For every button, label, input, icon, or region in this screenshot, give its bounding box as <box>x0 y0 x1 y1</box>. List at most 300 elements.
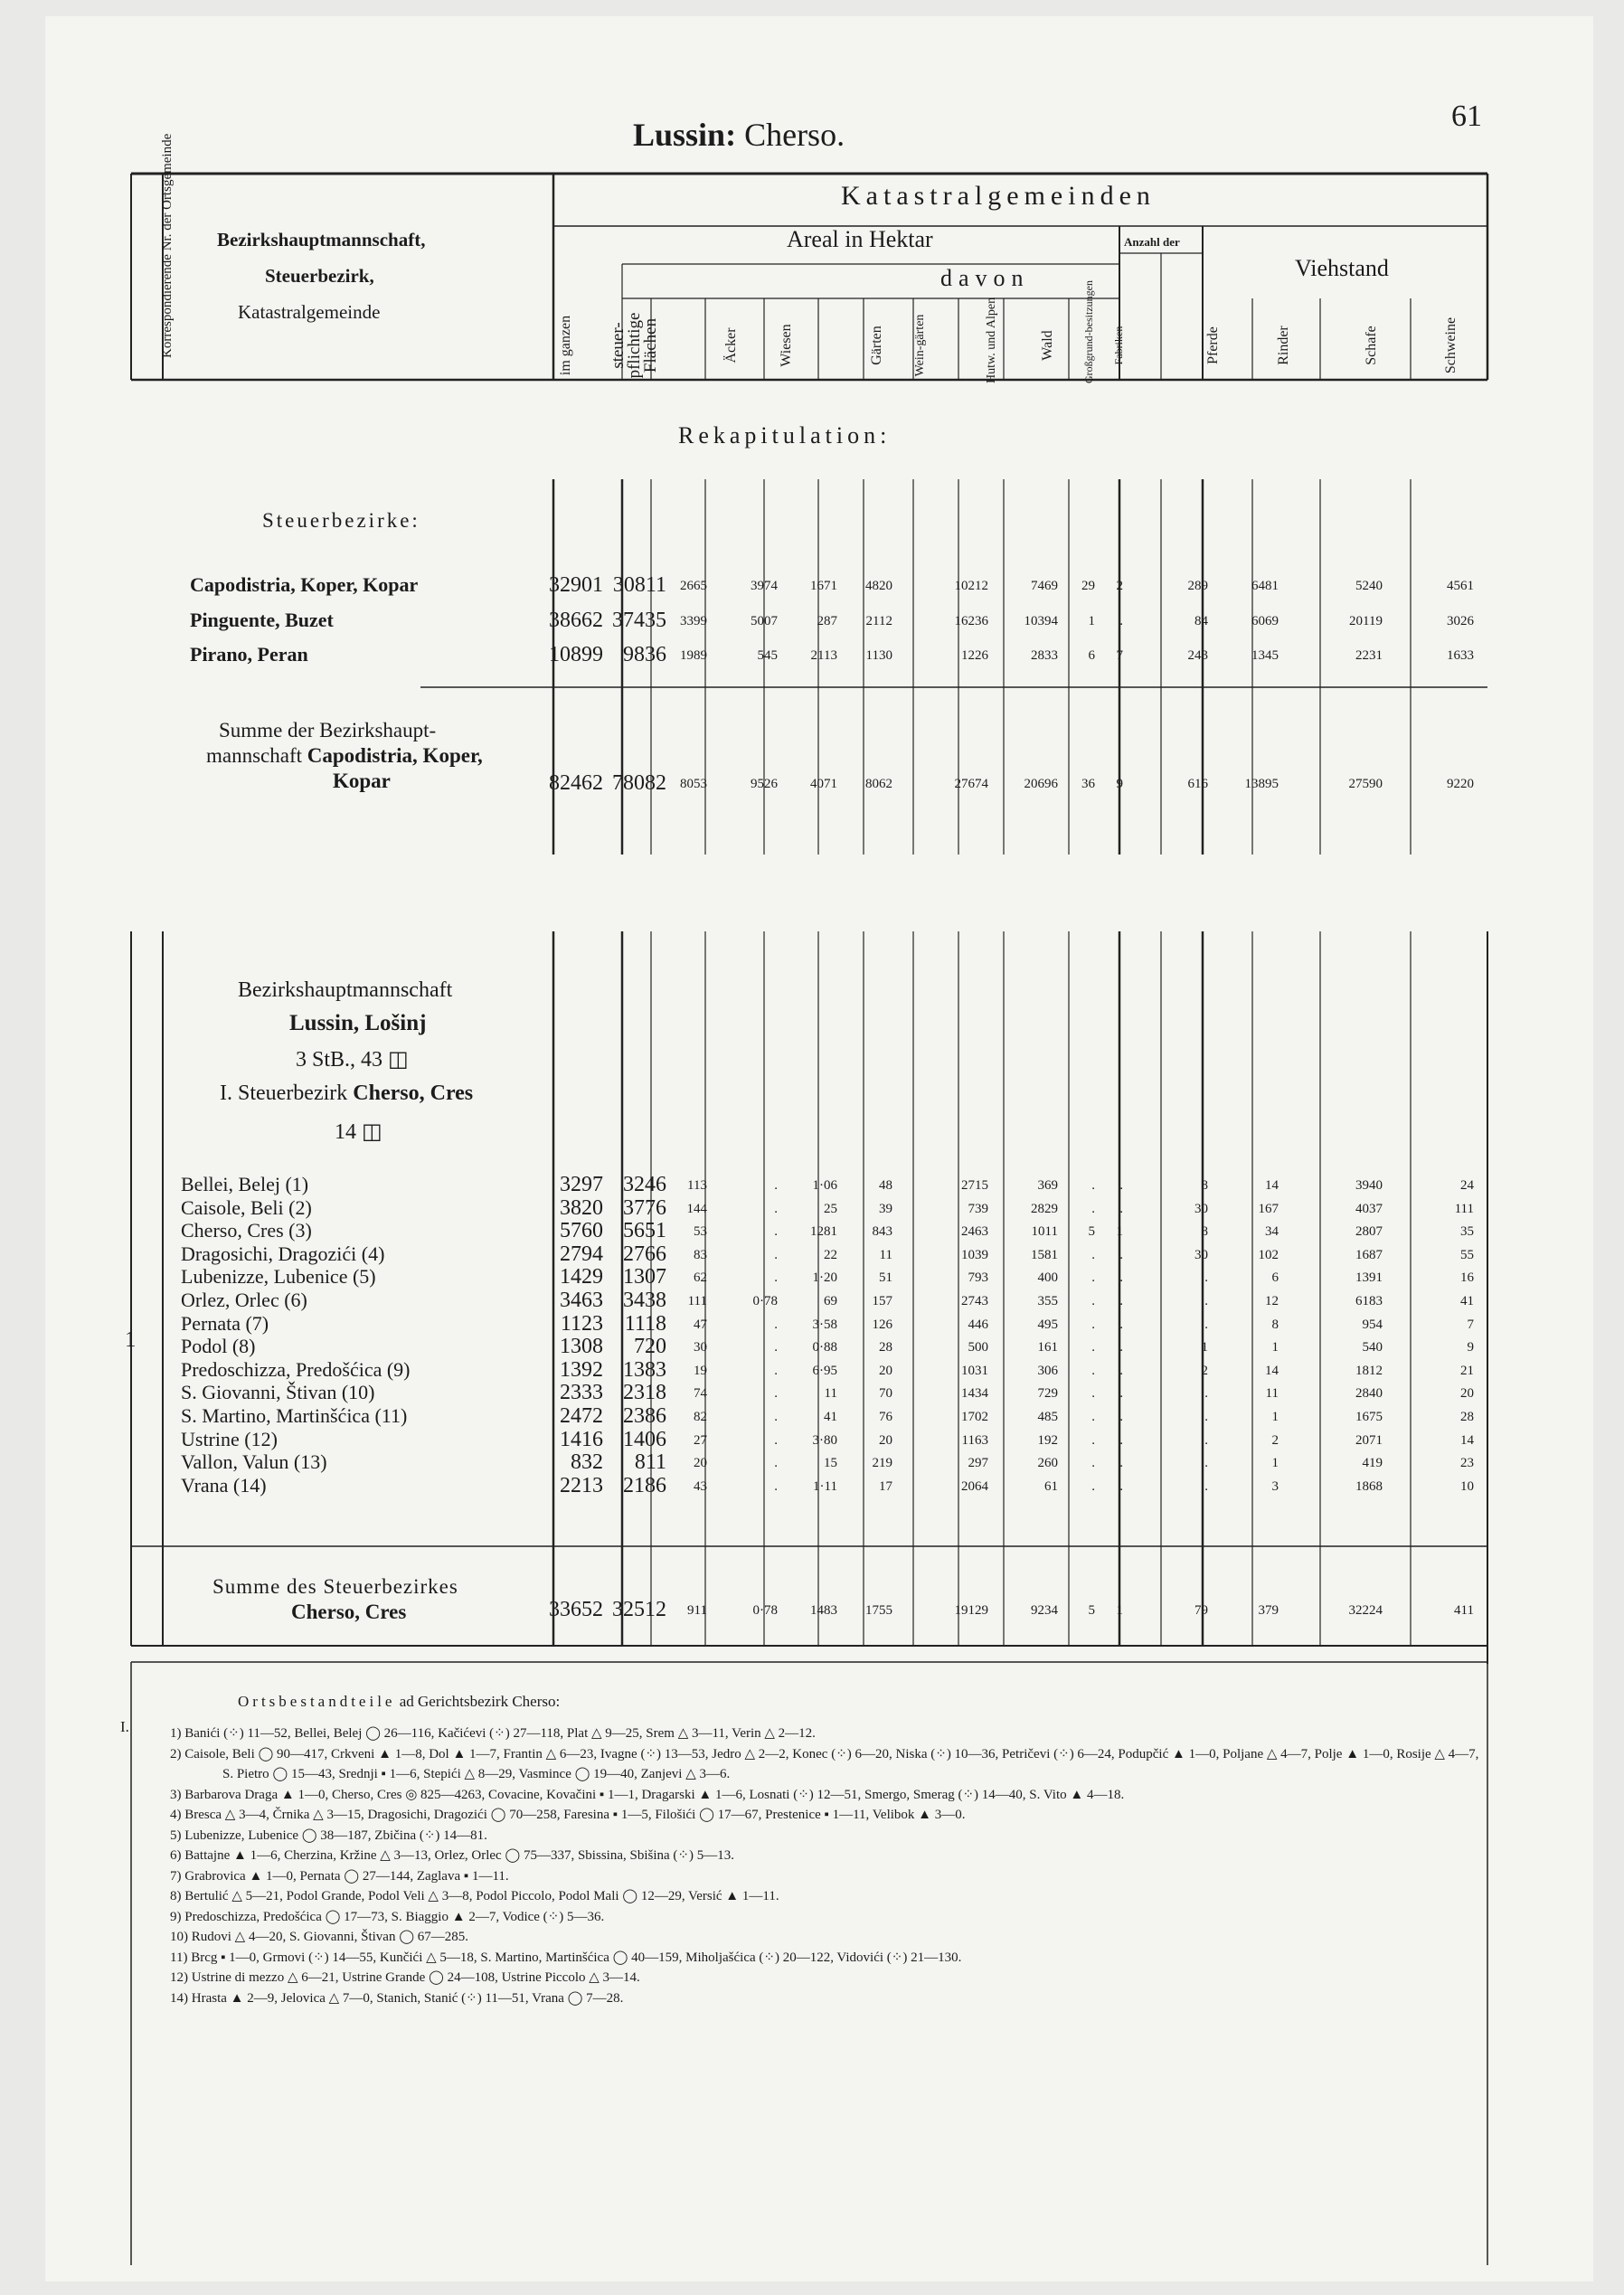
lussin-summe-value: 1483 <box>810 1603 837 1618</box>
lussin-row-value: . <box>1204 1317 1208 1332</box>
ortsbest-nr: I. <box>120 1718 129 1735</box>
lussin-row-value: 1·11 <box>813 1478 837 1494</box>
ortsbest-entry: 12) Ustrine di mezzo △ 6—21, Ustrine Grande ◯ 24—108, Ustrine Piccolo △ 3—14. <box>170 1970 640 1985</box>
rekap-row-value: 30811 <box>612 573 666 597</box>
lussin-row-value: 1 <box>1201 1340 1208 1355</box>
lussin-row-value: 28 <box>879 1340 892 1355</box>
lussin-row-value: . <box>774 1270 778 1286</box>
rekap-row-value: 1671 <box>810 579 837 593</box>
lussin-row-value: 25 <box>824 1201 837 1216</box>
lussin-row-value: 74 <box>694 1386 707 1402</box>
header-col-fabriken: Fabriken <box>1112 326 1125 365</box>
rekap-row-value: 1345 <box>1251 648 1279 663</box>
lussin-summe-value: 32512 <box>612 1598 666 1621</box>
lussin-row-value: 1307 <box>623 1265 666 1289</box>
lussin-row-value: 1687 <box>1355 1247 1383 1262</box>
rekap-row-value: 287 <box>817 614 837 628</box>
lussin-row-name: Pernata (7) <box>181 1311 269 1335</box>
rekap-row-value: 2 <box>1116 579 1123 593</box>
lussin-row-value: 41 <box>824 1410 837 1424</box>
lussin-row-value: . <box>1091 1201 1095 1216</box>
rekap-summe-line2: mannschaft Capodistria, Koper, <box>206 744 483 767</box>
rekap-row-value: 29 <box>1081 579 1095 593</box>
rekap-summe-value: 8053 <box>680 777 707 791</box>
ortsgemeinde-nr: 1 <box>125 1327 137 1352</box>
lussin-row-value: . <box>1091 1270 1095 1286</box>
lussin-row-value: 2829 <box>1031 1201 1058 1216</box>
rekap-summe-value: 27590 <box>1348 777 1383 791</box>
lussin-row-value: 20 <box>694 1456 707 1471</box>
rekap-row-value: 32901 <box>549 573 603 597</box>
lussin-summe-value: 33652 <box>549 1598 603 1621</box>
lussin-row-value: 161 <box>1037 1340 1058 1355</box>
lussin-row-value: . <box>774 1178 778 1193</box>
header-col-im-ganzen: im ganzen <box>558 315 573 376</box>
rekap-row-value: 7 <box>1116 648 1123 663</box>
rekap-row-value: 289 <box>1187 579 1208 593</box>
lussin-row-value: 9 <box>1467 1340 1474 1355</box>
lussin-row-value: . <box>1091 1456 1095 1471</box>
rekap-row-value: 2112 <box>865 614 892 628</box>
rekap-row-value: 4561 <box>1447 579 1474 593</box>
lussin-row-value: 8 <box>1201 1224 1208 1240</box>
lussin-row-value: . <box>1119 1247 1123 1262</box>
header-col-schafe: Schafe <box>1364 326 1379 365</box>
ortsbest-entry: 3) Barbarova Draga ▲ 1—0, Cherso, Cres ◎ 825—4263, Covacine, Kovačini ▪ 1—1, Dragarski ▲ 1—6, Losnati (⁘) 12—51, Smergo, Smerag (⁘) 14—40, S. Vito ▲ 4—18. <box>170 1787 1125 1802</box>
rekap-summe-value: 9220 <box>1447 777 1474 791</box>
lussin-row-value: . <box>774 1340 778 1355</box>
lussin-row-value: . <box>1091 1247 1095 1262</box>
rekap-summe-value: 82462 <box>549 771 603 795</box>
lussin-row-value: 16 <box>1460 1270 1474 1286</box>
lussin-row-value: . <box>1091 1317 1095 1332</box>
bh-label: Bezirkshauptmannschaft <box>238 978 453 1002</box>
rekap-title: Rekapitulation: <box>678 422 892 449</box>
header-bezirk-line1: Bezirkshauptmannschaft, <box>217 229 426 250</box>
stb-info: 14 ◫ <box>335 1120 382 1144</box>
lussin-row-value: 297 <box>968 1456 988 1471</box>
lussin-row-value: 17 <box>879 1478 892 1494</box>
lussin-row-value: 28 <box>1460 1410 1474 1424</box>
lussin-row-value: 446 <box>968 1317 988 1332</box>
lussin-row-value: 1434 <box>961 1386 988 1402</box>
lussin-row-value: 0·88 <box>812 1340 837 1355</box>
lussin-row-value: 30 <box>1194 1201 1208 1216</box>
lussin-row-value: 1 <box>1271 1340 1279 1355</box>
rekap-summe-value: 4071 <box>810 777 837 791</box>
lussin-row-value: . <box>774 1247 778 1262</box>
rekap-summe-line1: Summe der Bezirkshaupt- <box>219 719 437 741</box>
header-col-gaerten: Gärten <box>869 326 884 365</box>
rekap-summe-value: 13895 <box>1244 777 1279 791</box>
header-davon: davon <box>940 265 1030 291</box>
lussin-row-value: 11 <box>824 1386 837 1402</box>
lussin-row-value: . <box>1091 1340 1095 1355</box>
lussin-row-value: 2 <box>1201 1363 1208 1378</box>
rekap-row-value: 6481 <box>1251 579 1279 593</box>
lussin-row-value: . <box>1204 1432 1208 1448</box>
lussin-row-value: 34 <box>1265 1224 1279 1240</box>
rekap-row-value: 38662 <box>549 609 603 632</box>
rekap-row-value: 1633 <box>1447 648 1474 663</box>
lussin-summe-value: 5 <box>1088 1603 1095 1618</box>
rekap-summe-value: 8062 <box>865 777 892 791</box>
lussin-row-value: . <box>1091 1410 1095 1424</box>
lussin-row-value: . <box>1119 1340 1123 1355</box>
lussin-row-value: 5760 <box>560 1219 603 1243</box>
header-col-hutweiden: Hutw. und Alpen <box>985 297 998 383</box>
lussin-summe-value: 1755 <box>865 1603 892 1618</box>
lussin-row-value: 69 <box>824 1294 837 1308</box>
rekap-summe-value: 36 <box>1081 777 1095 791</box>
lussin-row-value: 20 <box>879 1432 892 1448</box>
lussin-row-value: . <box>1119 1386 1123 1402</box>
ortsbest-entry: 14) Hrasta ▲ 2—9, Jelovica △ 7—0, Stanich, Stanić (⁘) 11—51, Vrana ◯ 7—28. <box>170 1990 624 2006</box>
lussin-row-name: S. Martino, Martinšćica (11) <box>181 1404 408 1427</box>
lussin-row-name: Ustrine (12) <box>181 1427 278 1450</box>
lussin-row-name: Vallon, Valun (13) <box>181 1450 327 1474</box>
lussin-row-value: 0·78 <box>752 1294 778 1308</box>
rekap-row-value: 6069 <box>1251 614 1279 628</box>
lussin-row-value: . <box>1204 1456 1208 1471</box>
ortsbest-entry: 7) Grabrovica ▲ 1—0, Pernata ◯ 27—144, Zaglava ▪ 1—11. <box>170 1868 509 1884</box>
lussin-row-value: 2071 <box>1355 1432 1383 1448</box>
stb-heading: I. Steuerbezirk Cherso, Cres <box>220 1081 474 1105</box>
ortsbest-list <box>170 1724 1481 2008</box>
ortsbest-entry: 4) Bresca △ 3—4, Črnika △ 3—15, Dragosichi, Dragozići ◯ 70—258, Faresina ▪ 1—5, Filošići ◯ 17—67, Prestenice ▪ 1—11, Velibok ▲ 3—0. <box>170 1808 966 1822</box>
lussin-row-value: . <box>1091 1294 1095 1308</box>
lussin-row-value: 192 <box>1037 1432 1058 1448</box>
lussin-row-value: 260 <box>1037 1456 1058 1471</box>
lussin-row-value: 30 <box>694 1340 707 1355</box>
rekap-steuerbezirke: Steuerbezirke: <box>262 509 420 532</box>
header-anzahl: Anzahl der <box>1124 235 1180 249</box>
lussin-row-value: 1675 <box>1355 1410 1383 1424</box>
rekap-row-value: 10394 <box>1024 614 1058 628</box>
lussin-row-value: . <box>1119 1363 1123 1378</box>
lussin-row-value: 1·20 <box>812 1270 837 1286</box>
lussin-summe-value: 911 <box>687 1603 707 1618</box>
header-col-steuerpflichtig: steuer-pflichtige Flächen <box>609 312 660 379</box>
header-col-weingaerten: Wein-gärten <box>913 314 927 377</box>
lussin-row-value: 3776 <box>623 1195 666 1220</box>
lussin-summe-value: 9234 <box>1031 1603 1058 1618</box>
ortsbest-entry: 6) Battajne ▲ 1—6, Cherzina, Kržine △ 3—13, Orlez, Orlec ◯ 75—337, Sbissina, Sbišina (⁘) 5—13. <box>170 1848 734 1863</box>
lussin-row-value: 369 <box>1037 1178 1058 1193</box>
header-areal: Areal in Hektar <box>787 226 933 252</box>
lussin-row-value: 14 <box>1460 1432 1474 1448</box>
lussin-row-value: 53 <box>694 1224 707 1240</box>
running-title: Lussin: Cherso. <box>633 117 845 153</box>
lussin-summe-value: 1 <box>1116 1603 1123 1618</box>
rekap-summe-value: 20696 <box>1024 777 1058 791</box>
header-col-pferde: Pferde <box>1205 326 1221 364</box>
lussin-row-value: 2743 <box>961 1294 988 1308</box>
lussin-row-value: 47 <box>694 1317 707 1332</box>
lussin-row-value: 82 <box>694 1410 707 1424</box>
lussin-row-value: 76 <box>879 1410 892 1424</box>
lussin-row-value: 15 <box>824 1456 837 1471</box>
lussin-row-value: 2766 <box>623 1242 666 1266</box>
lussin-summe-value: 411 <box>1454 1603 1474 1618</box>
header-korrespondierende: Korrespondierende Nr. der Ortsgemeinde <box>160 133 175 358</box>
lussin-row-value: 30 <box>1194 1247 1208 1262</box>
lussin-summe-line2: Cherso, Cres <box>291 1601 407 1623</box>
lussin-row-value: 3·80 <box>812 1432 837 1448</box>
lussin-row-value: 8 <box>1201 1178 1208 1193</box>
lussin-row-value: 419 <box>1362 1456 1383 1471</box>
lussin-row-value: 500 <box>968 1340 988 1355</box>
lussin-row-value: 811 <box>634 1450 666 1475</box>
lussin-row-value: 2840 <box>1355 1386 1383 1402</box>
lussin-row-value: 1011 <box>1031 1224 1058 1240</box>
lussin-row-value: 540 <box>1362 1340 1383 1355</box>
lussin-row-name: Caisole, Beli (2) <box>181 1195 312 1219</box>
lussin-row-value: 1281 <box>810 1224 837 1240</box>
rekap-row-name: Pirano, Peran <box>190 643 308 666</box>
lussin-row-value: 219 <box>872 1456 892 1471</box>
lussin-row-value: 111 <box>1454 1201 1474 1216</box>
rekap-row-value: 243 <box>1187 648 1208 663</box>
lussin-row-value: 39 <box>879 1201 892 1216</box>
rekap-row-value: 4820 <box>865 579 892 593</box>
lussin-row-value: 43 <box>694 1478 707 1494</box>
lussin-row-value: 485 <box>1037 1410 1058 1424</box>
ortsbest-entry: 11) Brcg ▪ 1—0, Grmovi (⁘) 14—55, Kunčići △ 5—18, S. Martino, Martinšćica ◯ 40—159, Miholjašćica (⁘) 20—122, Vidovići (⁘) 21—130. <box>170 1950 962 1965</box>
ortsbest-entry: 5) Lubenizze, Lubenice ◯ 38—187, Zbičina (⁘) 14—81. <box>170 1828 487 1843</box>
rekap-summe-value: 78082 <box>612 771 666 795</box>
rekap-row-value: 5240 <box>1355 579 1383 593</box>
lussin-row-value: 5651 <box>623 1219 666 1243</box>
lussin-row-value: 102 <box>1258 1247 1279 1262</box>
lussin-row-value: 167 <box>1258 1201 1279 1216</box>
lussin-row-value: 1416 <box>560 1427 603 1451</box>
bh-name: Lussin, Lošinj <box>289 1011 427 1035</box>
rekap-summe-value: 27674 <box>954 777 988 791</box>
lussin-row-value: 14 <box>1265 1178 1279 1193</box>
header-col-schweine: Schweine <box>1443 316 1459 374</box>
lussin-row-value: . <box>1119 1201 1123 1216</box>
lussin-row-value: . <box>1091 1178 1095 1193</box>
lussin-row-value: 400 <box>1037 1270 1058 1286</box>
lussin-row-value: 22 <box>824 1247 837 1262</box>
lussin-row-value: . <box>1091 1478 1095 1494</box>
lussin-row-name: Lubenizze, Lubenice (5) <box>181 1265 376 1289</box>
lussin-row-value: 144 <box>686 1201 707 1216</box>
header-col-rinder: Rinder <box>1276 326 1291 365</box>
rekap-row-value: 7469 <box>1031 579 1058 593</box>
lussin-row-value: . <box>1204 1386 1208 1402</box>
rekap-summe-value: 9526 <box>751 777 778 791</box>
lussin-row-value: 55 <box>1460 1247 1474 1262</box>
lussin-row-value: . <box>774 1478 778 1494</box>
header-col-aecker: Äcker <box>723 327 739 364</box>
lussin-row-value: . <box>774 1456 778 1471</box>
lussin-row-name: Orlez, Orlec (6) <box>181 1289 307 1311</box>
lussin-row-value: 720 <box>634 1335 666 1359</box>
lussin-row-value: 35 <box>1460 1224 1474 1240</box>
lussin-row-value: 1 <box>1271 1456 1279 1471</box>
lussin-row-value: . <box>1119 1432 1123 1448</box>
lussin-row-value: . <box>1119 1478 1123 1494</box>
lussin-row-value: . <box>1119 1294 1123 1308</box>
lussin-row-value: 10 <box>1460 1478 1474 1494</box>
lussin-row-value: 4037 <box>1355 1201 1383 1216</box>
lussin-row-value: . <box>774 1317 778 1332</box>
rekap-row-name: Capodistria, Koper, Kopar <box>190 573 419 596</box>
lussin-row-value: 83 <box>694 1247 707 1262</box>
rekap-row-value: 545 <box>757 648 778 663</box>
lussin-row-value: . <box>774 1224 778 1240</box>
ortsbest-entry: 9) Predoschizza, Predošćica ◯ 17—73, S. Biaggio ▲ 2—7, Vodice (⁘) 5—36. <box>170 1909 605 1924</box>
ortsbest-title: Ortsbestandteile ad Gerichtsbezirk Cherso: <box>238 1693 561 1710</box>
header-col-wald: Wald <box>1040 330 1055 361</box>
lussin-row-value: 11 <box>1265 1386 1279 1402</box>
lussin-row-value: 3297 <box>560 1173 603 1196</box>
ortsbest-entry: 10) Rudovi △ 4—20, S. Giovanni, Štivan ◯ 67—285. <box>170 1930 468 1944</box>
rekap-row-value: 10212 <box>954 579 988 593</box>
lussin-row-value: 113 <box>687 1178 707 1193</box>
lussin-row-value: 1392 <box>560 1357 603 1382</box>
rekap-row-value: 37435 <box>612 609 666 632</box>
lussin-row-value: . <box>1091 1386 1095 1402</box>
rekap-row-value: 2231 <box>1355 648 1383 663</box>
lussin-row-value: . <box>1091 1432 1095 1448</box>
lussin-summe-value: 32224 <box>1348 1603 1383 1618</box>
lussin-row-value: 2318 <box>623 1381 666 1405</box>
lussin-row-value: 2386 <box>623 1404 666 1428</box>
page-number: 61 <box>1451 99 1482 133</box>
lussin-row-value: . <box>1119 1178 1123 1193</box>
lussin-row-value: 1581 <box>1031 1247 1058 1262</box>
rekap-row-value: 1226 <box>961 648 988 663</box>
lussin-row-value: 843 <box>872 1224 892 1240</box>
lussin-row-value: 7 <box>1467 1317 1474 1332</box>
lussin-row-value: 2186 <box>623 1473 666 1497</box>
lussin-row-value: 3246 <box>623 1173 666 1196</box>
rekap-row-value: 1130 <box>865 648 892 663</box>
lussin-row-value: . <box>774 1201 778 1216</box>
lussin-row-value: 2213 <box>560 1473 603 1497</box>
rekap-summe-line3: Kopar <box>333 770 391 792</box>
lussin-row-value: 111 <box>687 1294 707 1308</box>
lussin-row-name: Podol (8) <box>181 1335 256 1358</box>
lussin-row-value: 1031 <box>961 1363 988 1378</box>
lussin-row-value: 2472 <box>560 1404 603 1428</box>
lussin-summe-value: 0·78 <box>752 1603 778 1618</box>
lussin-row-value: . <box>1119 1410 1123 1424</box>
lussin-row-value: 1123 <box>560 1311 603 1336</box>
rekap-row-value: 2833 <box>1031 648 1058 663</box>
lussin-row-value: 1039 <box>961 1247 988 1262</box>
rekap-row-value: 20119 <box>1349 614 1383 628</box>
lussin-row-value: 6 <box>1271 1270 1279 1286</box>
rekap-row-value: 16236 <box>954 614 988 628</box>
lussin-row-value: 1391 <box>1355 1270 1383 1286</box>
lussin-row-value: 1868 <box>1355 1478 1383 1494</box>
lussin-row-value: 2807 <box>1355 1224 1383 1240</box>
lussin-row-value: 8 <box>1271 1317 1279 1332</box>
header-col-grossgrund: Großgrund-besitzungen <box>1082 280 1095 383</box>
lussin-row-value: 1406 <box>623 1427 666 1451</box>
lussin-summe-value: 379 <box>1258 1603 1279 1618</box>
lussin-row-value: 70 <box>879 1386 892 1402</box>
lussin-row-value: 1 <box>1271 1410 1279 1424</box>
rekap-row-value: 10899 <box>549 643 603 666</box>
ortsbest-entry: 8) Bertulić △ 5—21, Podol Grande, Podol Veli △ 3—8, Podol Piccolo, Podol Mali ◯ 12—29, Versić ▲ 1—11. <box>170 1889 779 1903</box>
lussin-row-value: 14 <box>1265 1363 1279 1378</box>
lussin-row-value: . <box>774 1363 778 1378</box>
lussin-row-value: . <box>774 1386 778 1402</box>
lussin-row-value: 3463 <box>560 1289 603 1312</box>
rekap-row-value: 3399 <box>680 614 707 628</box>
lussin-row-name: Cherso, Cres (3) <box>181 1219 312 1242</box>
lussin-row-value: 739 <box>968 1201 988 1216</box>
lussin-row-name: Bellei, Belej (1) <box>181 1173 309 1195</box>
ortsbest-entry: 2) Caisole, Beli ◯ 90—417, Crkveni ▲ 1—8, Dol ▲ 1—7, Frantin △ 6—23, Ivagne (⁘) 13—53, Jedro △ 2—2, Konec (⁘) 6—20, Niska (⁘) 10—36, Petričevi (⁘) 6—24, Podupčić ▲ 1—0, Poljane △ 4—7, Polje ▲ 1—0, Rosije △ 4—7, S. Pietro ◯ 15—43, Srednji ▪ 1—6, Stepići △ 8—29, Vasmince ◯ 19—40, Zanjevi △ 3—6. <box>170 1746 1479 1781</box>
lussin-row-value: 21 <box>1460 1363 1474 1378</box>
rekap-row-name: Pinguente, Buzet <box>190 609 334 631</box>
lussin-row-value: . <box>1204 1294 1208 1308</box>
lussin-row-value: 41 <box>1460 1294 1474 1308</box>
rekap-row-value: 3974 <box>751 579 778 593</box>
lussin-row-value: 62 <box>694 1270 707 1286</box>
lussin-row-value: 954 <box>1362 1317 1383 1332</box>
rekap-row-value: 3026 <box>1447 614 1474 628</box>
lussin-row-value: 1383 <box>623 1357 666 1382</box>
header-bezirk-line2: Steuerbezirk, <box>265 265 374 287</box>
rekap-row-value: 2665 <box>680 579 707 593</box>
lussin-row-value: . <box>1204 1478 1208 1494</box>
lussin-row-value: 19 <box>694 1363 707 1378</box>
lussin-summe-value: 79 <box>1194 1603 1208 1618</box>
lussin-row-value: 126 <box>872 1317 892 1332</box>
rekap-row-value: . <box>1119 614 1123 628</box>
lussin-row-name: S. Giovanni, Štivan (10) <box>181 1381 375 1404</box>
rekap-row-value: 6 <box>1088 648 1095 663</box>
lussin-row-value: 1812 <box>1355 1363 1383 1378</box>
lussin-row-value: 1702 <box>961 1410 988 1424</box>
lussin-row-value: 1308 <box>560 1335 603 1359</box>
lussin-row-value: . <box>1204 1410 1208 1424</box>
lussin-row-value: 6183 <box>1355 1294 1383 1308</box>
lussin-row-value: 3940 <box>1355 1178 1383 1193</box>
lussin-row-value: 1118 <box>624 1311 666 1336</box>
lussin-row-value: . <box>1119 1317 1123 1332</box>
ortsbest-entry: 1) Banići (⁘) 11—52, Bellei, Belej ◯ 26—116, Kačićevi (⁘) 27—118, Plat △ 9—25, Srem △ 3—11, Verin △ 2—12. <box>170 1726 816 1741</box>
lussin-row-value: 1429 <box>560 1265 603 1289</box>
lussin-row-value: 2715 <box>961 1178 988 1193</box>
rekap-row-value: 1 <box>1088 614 1095 628</box>
rekap-row-value: 9836 <box>623 643 666 666</box>
lussin-row-value: 20 <box>1460 1386 1474 1402</box>
lussin-row-value: 5 <box>1088 1224 1095 1240</box>
lussin-row-value: 495 <box>1037 1317 1058 1332</box>
lussin-row-value: . <box>1204 1270 1208 1286</box>
lussin-row-value: 2333 <box>560 1381 603 1405</box>
rekap-row-value: 1989 <box>680 648 707 663</box>
lussin-row-value: 2 <box>1271 1432 1279 1448</box>
lussin-row-value: 1 <box>1116 1224 1123 1240</box>
bh-info: 3 StB., 43 ◫ <box>296 1048 409 1072</box>
lussin-summe-value: 19129 <box>954 1603 988 1618</box>
lussin-row-value: 729 <box>1037 1386 1058 1402</box>
lussin-row-value: 51 <box>879 1270 892 1286</box>
lussin-row-value: 6·95 <box>812 1363 837 1378</box>
lussin-row-value: 2794 <box>560 1242 603 1266</box>
rekap-row-value: 5007 <box>751 614 778 628</box>
lussin-row-value: 48 <box>879 1178 892 1193</box>
